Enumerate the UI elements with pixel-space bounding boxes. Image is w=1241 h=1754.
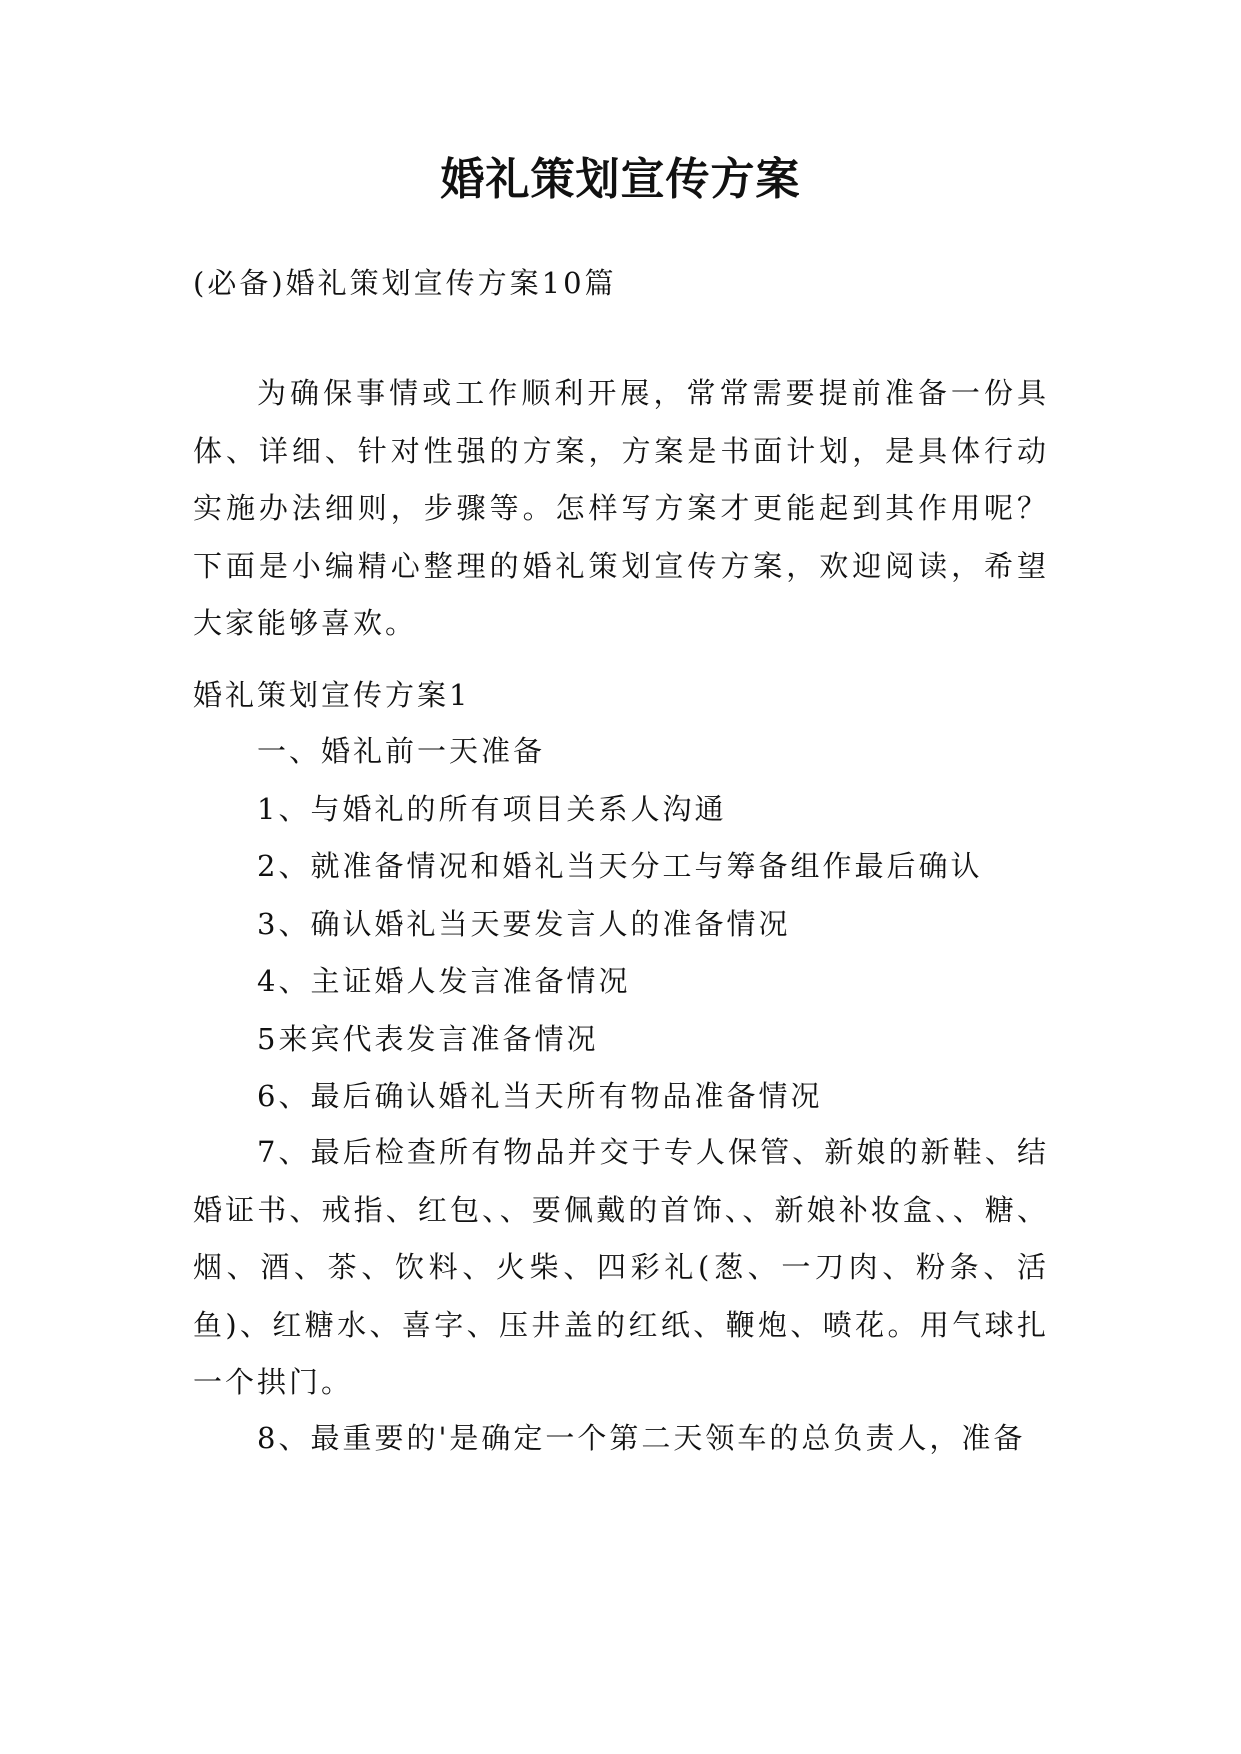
list-item: 1、与婚礼的所有项目关系人沟通 bbox=[257, 792, 727, 826]
document-title: 婚礼策划宣传方案 bbox=[440, 154, 801, 205]
list-item: 4、主证婚人发言准备情况 bbox=[257, 964, 631, 998]
document-subtitle: (必备)婚礼策划宣传方案10篇 bbox=[193, 266, 617, 300]
section-heading: 婚礼策划宣传方案1 bbox=[193, 678, 471, 712]
list-item: 6、最后确认婚礼当天所有物品准备情况 bbox=[257, 1079, 823, 1113]
part-heading: 一、婚礼前一天准备 bbox=[257, 734, 546, 768]
list-item: 2、就准备情况和婚礼当天分工与筹备组作最后确认 bbox=[257, 849, 983, 883]
list-item: 5来宾代表发言准备情况 bbox=[257, 1022, 599, 1056]
intro-paragraph: 为确保事情或工作顺利开展，常常需要提前准备一份具体、详细、针对性强的方案，方案是书面计划，是具体行动实施办法细则，步骤等。怎样写方案才更能起到其作用呢？下面是小编精心整理的婚礼策划宣传方案，欢迎阅读，希望大家能够喜欢。 bbox=[193, 376, 1049, 640]
list-item: 3、确认婚礼当天要发言人的准备情况 bbox=[257, 907, 791, 941]
item-8-paragraph: 8、最重要的'是确定一个第二天领车的总负责人，准备 bbox=[257, 1421, 1026, 1455]
item-7-paragraph: 7、最后检查所有物品并交于专人保管、新娘的新鞋、结婚证书、戒指、红包、、要佩戴的首饰、、新娘补妆盒、、糖、烟、酒、茶、饮料、火柴、四彩礼(葱、一刀肉、粉条、活鱼)、红糖水、喜字、压井盖的红纸、鞭炮、喷花。用气球扎一个拱门。 bbox=[193, 1135, 1049, 1399]
